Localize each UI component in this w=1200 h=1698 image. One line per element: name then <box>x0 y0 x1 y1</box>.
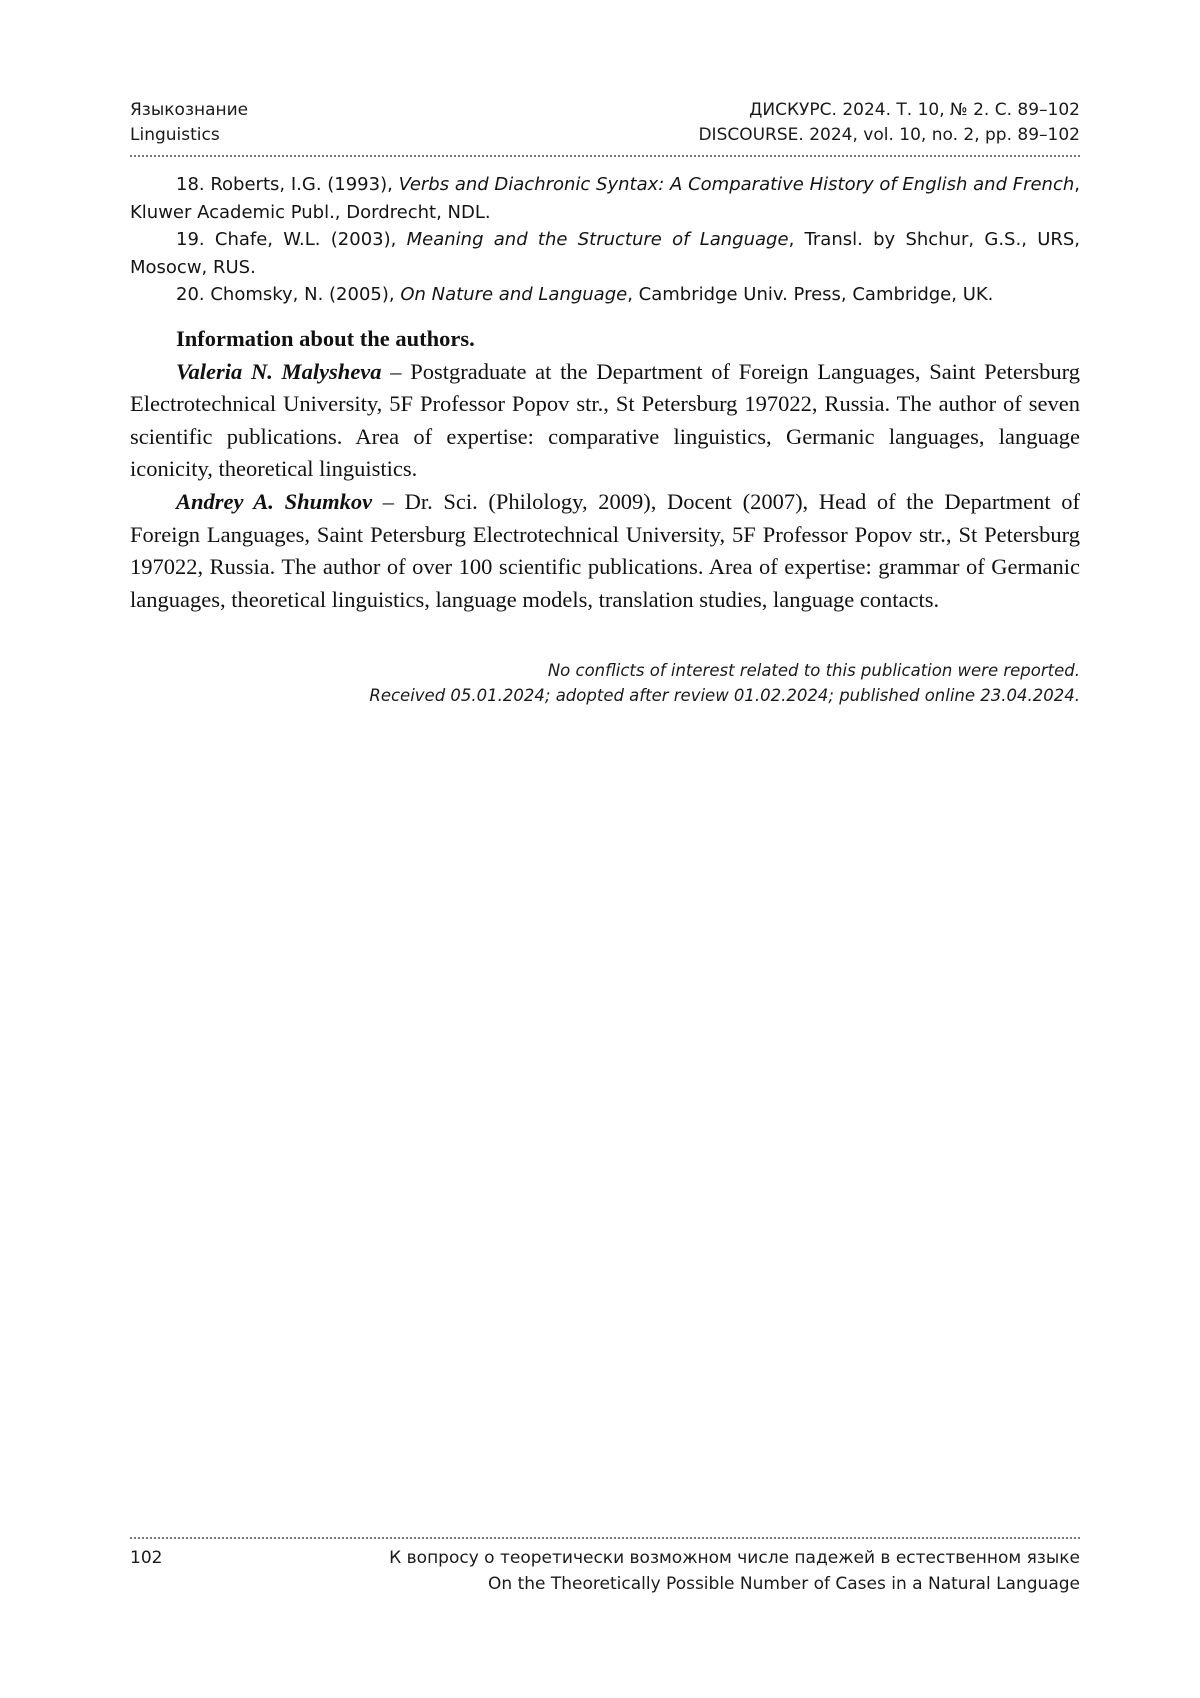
reference-item <box>130 171 1080 226</box>
reference-title: On Nature and Language <box>400 284 628 305</box>
article-titles <box>389 1545 1080 1597</box>
reference-prefix: 18. Roberts, I.G. (1993), <box>176 174 399 195</box>
article-title-ru: К вопросу о теоретически возможном числе падежей в естественном языке <box>389 1548 1080 1568</box>
reference-title: Verbs and Diachronic Syntax: A Comparative History of English and French <box>398 174 1075 195</box>
reference-suffix: , Cambridge Univ. Press, Cambridge, UK. <box>627 284 994 305</box>
reference-list <box>130 171 1080 309</box>
page-number: 102 <box>130 1548 163 1568</box>
conflict-statement: No conflicts of interest related to this publication were reported. <box>547 661 1080 680</box>
author-bio: – Dr. Sci. (Philology, 2009), Docent (2007), Head of the Department of Foreign Languages, Saint Petersburg Electrotechnical University, 5F Professor Popov str., St Petersburg 197022, Russia. The author of over 100 scientific publications. Area of expertise: grammar of Germanic languages, theoretical linguistics, language models, translation studies, language contacts. <box>130 488 1081 612</box>
reference-item <box>130 226 1080 281</box>
author-entry <box>130 486 1080 616</box>
publication-notes <box>130 659 1080 708</box>
author-name: Andrey A. Shumkov <box>176 488 373 514</box>
reference-suffix: , Kluwer Academic Publ., Dordrecht, NDL. <box>130 174 1081 223</box>
running-header <box>130 98 1080 148</box>
reference-prefix: 20. Chomsky, N. (2005), <box>176 284 401 305</box>
reference-prefix: 19. Chafe, W.L. (2003), <box>176 229 407 250</box>
reference-suffix: , Transl. by Shchur, G.S., URS, Mosocw, RUS. <box>130 229 1081 278</box>
section-title-en: Linguistics <box>130 125 220 145</box>
author-entry <box>130 356 1080 486</box>
author-info-heading: Information about the authors. <box>176 326 475 351</box>
header-divider <box>130 155 1080 157</box>
publication-dates: Received 05.01.2024; adopted after review 01.02.2024; published online 23.04.2024. <box>369 685 1080 705</box>
page <box>130 0 1080 1698</box>
author-name: Valeria N. Malysheva <box>176 358 382 384</box>
journal-citation-ru: ДИСКУРС. 2024. Т. 10, № 2. С. 89–102 <box>749 100 1080 120</box>
section-title-ru: Языкознание <box>130 100 249 120</box>
journal-citation-en: DISCOURSE. 2024, vol. 10, no. 2, pp. 89–102 <box>698 125 1080 145</box>
reference-title: Meaning and the Structure of Language <box>406 229 789 250</box>
author-info <box>130 323 1080 616</box>
footer-divider <box>130 1537 1080 1539</box>
reference-item <box>130 281 1080 309</box>
author-bio: – Postgraduate at the Department of Foreign Languages, Saint Petersburg Electrotechnical University, 5F Professor Popov str., St Petersburg 197022, Russia. The author of seven scientific publications. Area of expertise: comparative linguistics, Germanic languages, language iconicity, theoretical linguistics. <box>130 358 1080 482</box>
article-title-en: On the Theoretically Possible Number of Cases in a Natural Language <box>488 1574 1080 1594</box>
